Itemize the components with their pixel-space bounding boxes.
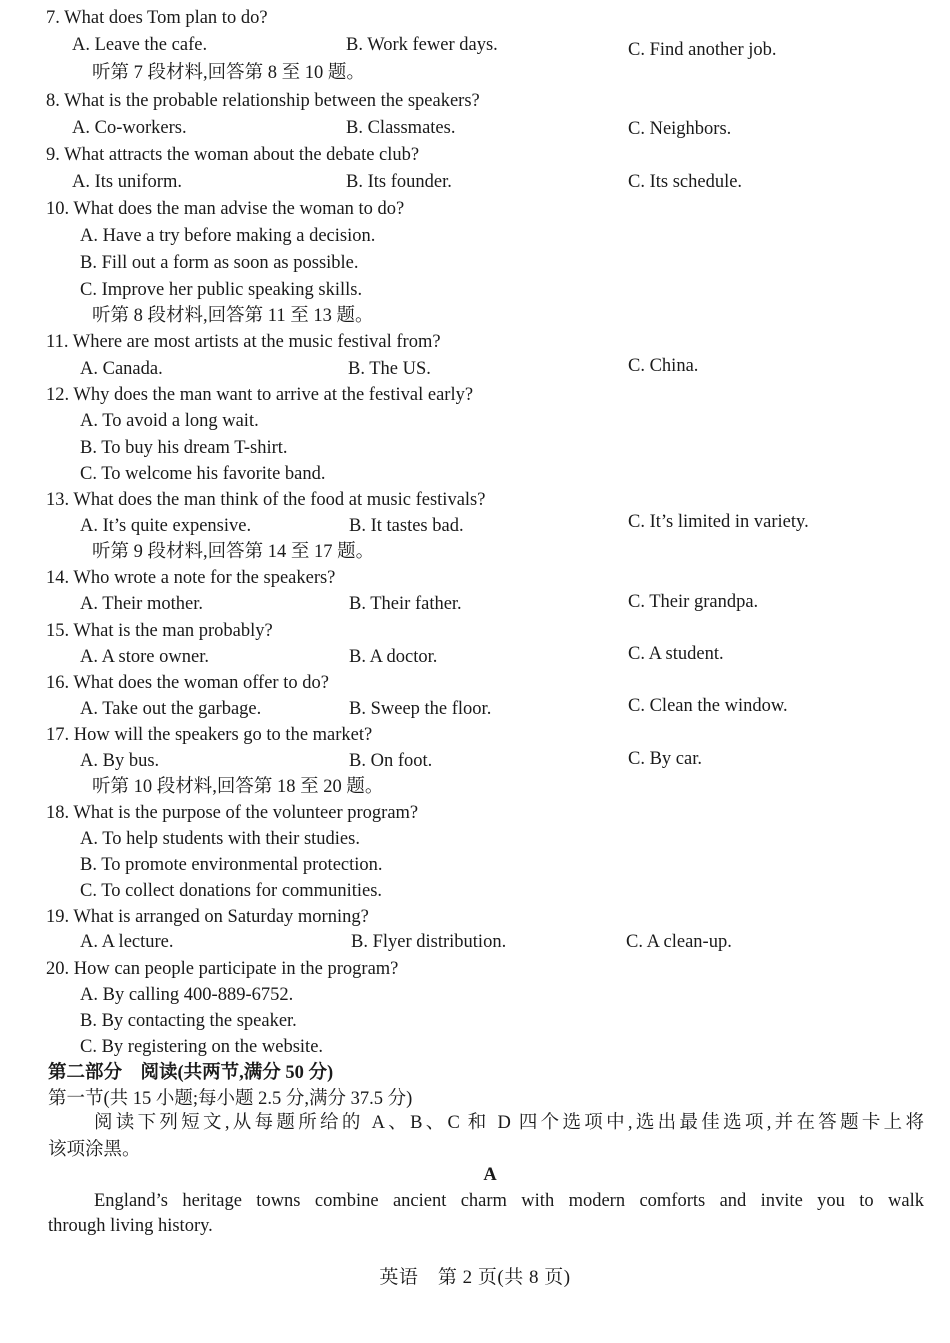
q16-option-c: C. Clean the window. (628, 696, 788, 716)
q18-option-c: C. To collect donations for communities. (80, 881, 383, 901)
q13-option-a: A. It’s quite expensive. (80, 516, 252, 536)
passage-line-1: England’s heritage towns combine ancient charm with modern comforts and invite you to walk (94, 1191, 924, 1211)
instruction-segment-8: 听第 8 段材料,回答第 11 至 13 题。 (92, 306, 374, 326)
question-20: 20. How can people participate in the program? (46, 959, 399, 979)
instruction-segment-7: 听第 7 段材料,回答第 8 至 10 题。 (92, 63, 365, 83)
q13-option-b: B. It tastes bad. (349, 516, 464, 536)
passage-letter: A (483, 1165, 497, 1185)
q16-option-b: B. Sweep the floor. (349, 699, 492, 719)
q17-option-a: A. By bus. (80, 751, 160, 771)
q15-option-b: B. A doctor. (349, 647, 438, 667)
question-9: 9. What attracts the woman about the debate club? (46, 145, 420, 165)
q13-option-c: C. It’s limited in variety. (628, 512, 809, 532)
question-15: 15. What is the man probably? (46, 621, 273, 641)
q20-option-c: C. By registering on the website. (80, 1037, 324, 1057)
q11-option-b: B. The US. (348, 359, 431, 379)
q15-option-a: A. A store owner. (80, 647, 209, 667)
q20-option-b: B. By contacting the speaker. (80, 1011, 297, 1031)
reading-instruction-line-1: 阅读下列短文,从每题所给的 A、B、C 和 D 四个选项中,选出最佳选项,并在答题卡上将 (94, 1113, 924, 1133)
page-footer: 英语 第 2 页(共 8 页) (379, 1267, 571, 1288)
question-7: 7. What does Tom plan to do? (46, 8, 268, 28)
question-17: 17. How will the speakers go to the market? (46, 725, 373, 745)
question-16: 16. What does the woman offer to do? (46, 673, 329, 693)
q11-option-a: A. Canada. (80, 359, 163, 379)
q14-option-a: A. Their mother. (80, 594, 203, 614)
question-19: 19. What is arranged on Saturday morning? (46, 907, 369, 927)
question-14: 14. Who wrote a note for the speakers? (46, 568, 336, 588)
q17-option-c: C. By car. (628, 749, 702, 769)
q8-option-a: A. Co-workers. (72, 118, 187, 138)
q18-option-a: A. To help students with their studies. (80, 829, 360, 849)
question-18: 18. What is the purpose of the volunteer program? (46, 803, 419, 823)
q20-option-a: A. By calling 400-889-6752. (80, 985, 294, 1005)
question-13: 13. What does the man think of the food at music festivals? (46, 490, 486, 510)
instruction-segment-10: 听第 10 段材料,回答第 18 至 20 题。 (92, 777, 384, 797)
q16-option-a: A. Take out the garbage. (80, 699, 262, 719)
instruction-segment-9: 听第 9 段材料,回答第 14 至 17 题。 (92, 542, 375, 562)
part-two-heading: 第二部分 阅读(共两节,满分 50 分) (48, 1063, 334, 1083)
q7-option-c: C. Find another job. (628, 40, 777, 60)
q17-option-b: B. On foot. (349, 751, 433, 771)
q8-option-b: B. Classmates. (346, 118, 456, 138)
q12-option-b: B. To buy his dream T-shirt. (80, 438, 288, 458)
passage-line-2: through living history. (48, 1216, 213, 1236)
q10-option-c: C. Improve her public speaking skills. (80, 280, 363, 300)
q11-option-c: C. China. (628, 356, 699, 376)
question-10: 10. What does the man advise the woman to do? (46, 199, 405, 219)
q8-option-c: C. Neighbors. (628, 119, 732, 139)
q18-option-b: B. To promote environmental protection. (80, 855, 383, 875)
q10-option-b: B. Fill out a form as soon as possible. (80, 253, 359, 273)
question-12: 12. Why does the man want to arrive at the festival early? (46, 385, 474, 405)
question-11: 11. Where are most artists at the music festival from? (46, 332, 441, 352)
reading-instruction-line-2: 该项涂黑。 (48, 1140, 141, 1160)
q14-option-c: C. Their grandpa. (628, 592, 759, 612)
q12-option-a: A. To avoid a long wait. (80, 411, 259, 431)
question-8: 8. What is the probable relationship between the speakers? (46, 91, 480, 111)
q15-option-c: C. A student. (628, 644, 724, 664)
q19-option-b: B. Flyer distribution. (351, 932, 507, 952)
q19-option-c: C. A clean-up. (626, 932, 732, 952)
q19-option-a: A. A lecture. (80, 932, 174, 952)
q9-option-c: C. Its schedule. (628, 172, 743, 192)
q7-option-b: B. Work fewer days. (346, 35, 498, 55)
q12-option-c: C. To welcome his favorite band. (80, 464, 326, 484)
q9-option-b: B. Its founder. (346, 172, 452, 192)
q7-option-a: A. Leave the cafe. (72, 35, 208, 55)
q10-option-a: A. Have a try before making a decision. (80, 226, 376, 246)
q14-option-b: B. Their father. (349, 594, 462, 614)
section-one-heading: 第一节(共 15 小题;每小题 2.5 分,满分 37.5 分) (48, 1089, 413, 1109)
q9-option-a: A. Its uniform. (72, 172, 182, 192)
